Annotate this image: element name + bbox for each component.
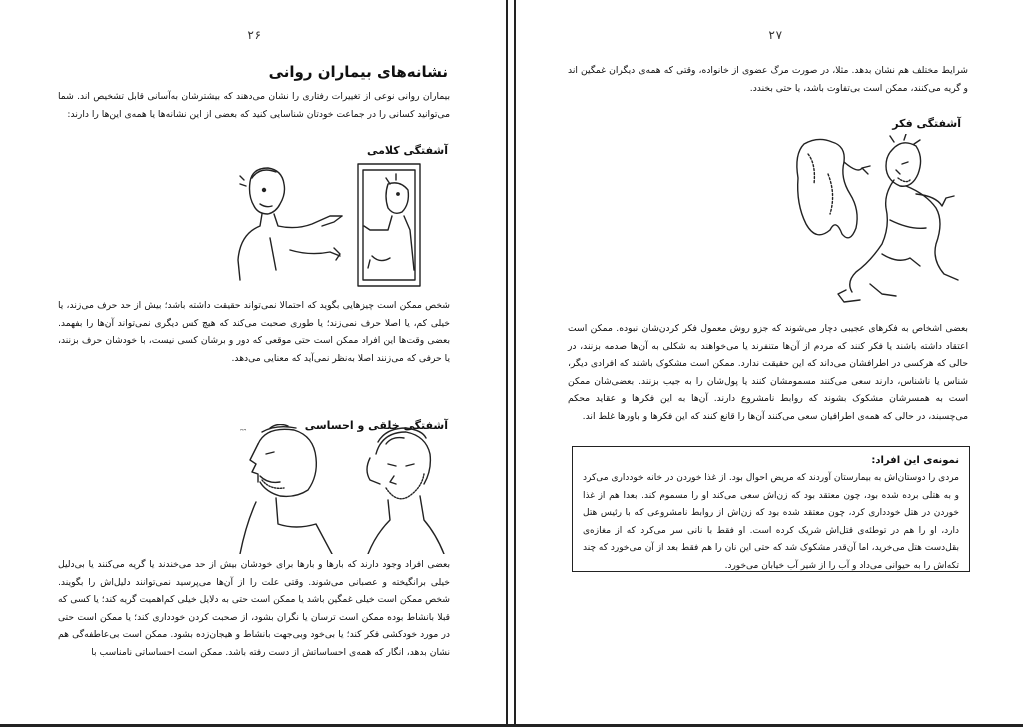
left-page xyxy=(0,0,508,727)
page-number: ۲۷ xyxy=(768,28,783,42)
continuation-paragraph: شرایط مختلف هم نشان بدهد. مثلا، در صورت مرگ عضوی از خانواده، وقتی که همه‌ی دیگران غمگین اند و گریه می‌کنند، ممکن است بی‌تفاوت باشد، یا حتی بخندد. xyxy=(568,65,968,94)
section-heading-thought: آشفتگی فکر xyxy=(892,117,961,130)
figure-two-faces xyxy=(236,424,452,554)
example-box-title: نمونه‌ی این افراد: xyxy=(871,455,959,466)
page-number: ۲۶ xyxy=(247,28,262,42)
page-title: نشانه‌های بیماران روانی xyxy=(268,63,448,81)
mood-disorder-paragraph: بعضی افراد وجود دارند که بارها و بارها برای خودشان بیش از حد می‌خندند یا گریه می‌کنند یا بی‌دلیل خیلی برانگیخته و عصبانی می‌شوند. وقتی علت را از آن‌ها می‌پرسید نمی‌توانند دلیل‌اش را بگویند. شخص ممکن است خیلی غمگین باشد یا ممکن است حتی به دلایل خیلی کم‌اهمیت گریه کند؛ یا کسی که قبلا بانشاط بوده ممکن است ترسان یا نگران بشود، از صحبت کردن خودداری کند؛ یا ممکن است حتی در مورد خودکشی فکر کند؛ یا بی‌خود وبی‌جهت بانشاط و هیجان‌زده بشود. ممکن است بی‌عاطفه‌گی هم نشان بدهد، انگار که همه‌ی احساساتش از دست رفته باشد. ممکن است احساساتی نامناسب با xyxy=(58,559,450,658)
example-box xyxy=(572,446,970,572)
example-box-text: مردی را دوستان‌اش به بیمارستان آوردند که مریض احوال بود. از غذا خوردن در خانه خودداری می‌کرد و به هتلی برده شده بود، چون معتقد بود که زن‌اش سعی می‌کند او را مسموم کند. بعدا هم از غذا خوردن در هتل خودداری کرد، چون معتقد شده بود که زن‌اش از روابط نامشروعی که با رئیس هتل دارد، او را هم در توطئه‌ی قتل‌اش شریک کرده است. او فقط با نانی سر می‌کرد که از مغازه‌ی بقل‌دست هتل می‌خرید، اما آن‌قدر مشکوک شد که حتی این نان را هم فقط بعد از آن می‌خورد که چند تکه‌اش را به حیوانی می‌داد و آب را از شیر آب خیابان می‌خورد. xyxy=(583,473,959,571)
section-heading-speech: آشفتگی کلامی xyxy=(366,144,448,157)
right-page xyxy=(514,0,1023,727)
thought-disorder-paragraph: بعضی اشخاص به فکرهای عجیبی دچار می‌شوند که جزو روش معمول فکر کردن‌شان نبوده. ممکن است اعتقاد داشته باشند یا فکر کنند که مردم از آن‌ها متنفرند یا می‌خواهند به شکلی به آن‌ها صدمه بزنند، در حالی که هرکسی در اطرافشان می‌داند که این حقیقت ندارد. ممکن است مشکوک باشند که افرادی دیگر، شناس یا ناشناس، دارند سعی می‌کنند مسمومشان کنند یا پول‌شان را به جیب بزنند. بعضی‌شان ممکن است به همسرشان مشکوک بشوند که روابط نامشروع دارند. آن‌ها به این فکرها و عقاید محکم می‌چسبند، در حالی که همه‌ی اطرافیان سعی می‌کنند آن‌ها را قانع کنند که این فکرها و باورها غلط اند. xyxy=(568,323,968,422)
speech-disorder-paragraph: شخص ممکن است چیزهایی بگوید که احتمالا نمی‌تواند حقیقت داشته باشد؛ بیش از حد حرف می‌زند، یا خیلی کم، یا اصلا حرف نمی‌زند؛ یا طوری صحبت می‌کند که هیچ کس دیگری نمی‌تواند آن‌ها را بفهمد. بعضی وقت‌ها این افراد ممکن است حتی موقعی که دور و برشان کسی نیست، با خودشان حرف بزنند، یا حرفی که می‌زنند اصلا به‌نظر نمی‌آید که معنایی می‌دهد. xyxy=(58,300,450,364)
section-heading-mood: آشفتگی خلقی و احساسی xyxy=(304,419,448,432)
figure-frightened-man xyxy=(786,134,966,310)
intro-paragraph: بیماران روانی نوعی از تغییرات رفتاری را نشان می‌دهند که بیشترشان به‌آسانی قابل تشخیص اند. شما می‌توانید کسانی را در جماعت خودتان شناسایی کنید که بعضی از این نشانه‌ها یا همه‌ی این‌ها را دارند: xyxy=(58,91,450,120)
svg-text:ᵔᵔ: ᵔᵔ xyxy=(240,427,247,436)
figure-man-pointing-at-mirror xyxy=(230,160,440,290)
